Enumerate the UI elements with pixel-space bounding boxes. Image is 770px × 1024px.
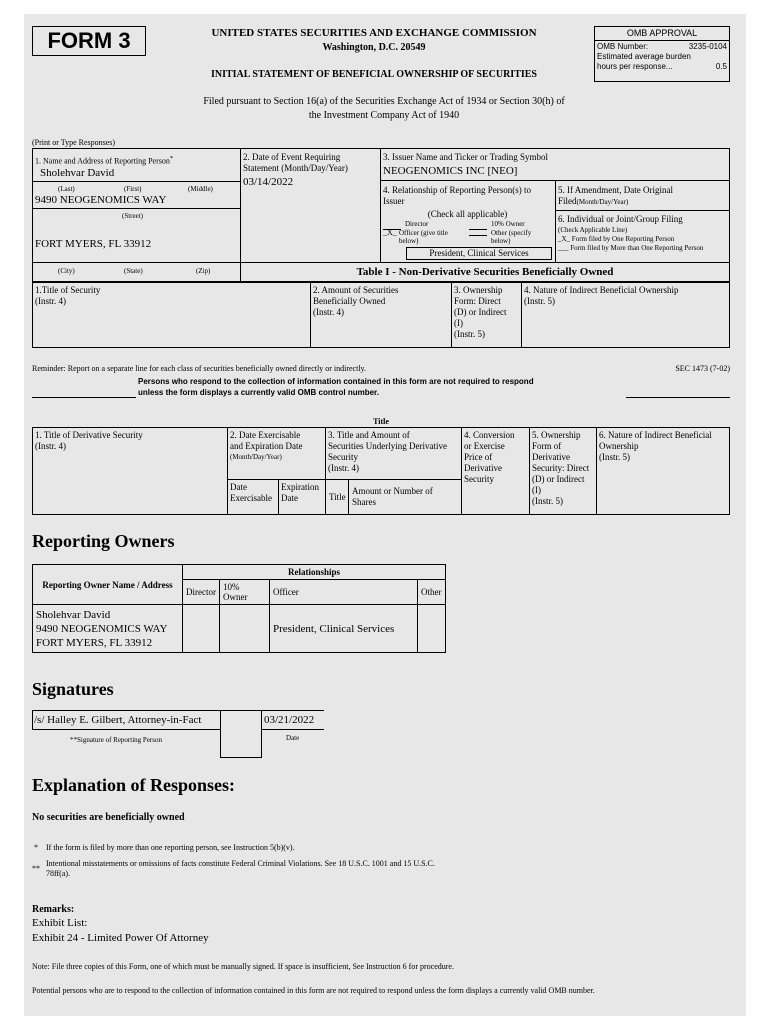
table2-col1: 1. Title of Derivative Security (Instr. 4) — [35, 430, 143, 451]
amount-header: Amount or Number of Shares — [352, 486, 433, 507]
underline — [32, 181, 240, 182]
table-row — [33, 605, 446, 653]
filed-pursuant-line-1: Filed pursuant to Section 16(a) of the Securities Exchange Act of 1934 or Section 30(h) of — [203, 96, 565, 107]
underline — [32, 262, 240, 263]
table1-col3: 3. Ownership Form: Direct (D) or Indirect (I) (Instr. 5) — [454, 285, 507, 339]
divider — [310, 282, 311, 348]
reporting-owners-table — [32, 564, 446, 653]
note-file-copies: Note: File three copies of this Form, one of which must be manually signed. If space is insufficient, See Instruction 6 for procedure. — [32, 962, 454, 971]
footnote-mark-2: ** — [32, 864, 40, 873]
street-caption: (Street) — [122, 212, 143, 220]
box4-label: 4. Relationship of Reporting Person(s) to — [383, 185, 531, 195]
divider — [555, 180, 556, 262]
form-page — [24, 14, 746, 1016]
owner-name-header: Reporting Owner Name / Address — [33, 565, 183, 605]
expiration-date-header: Expiration Date — [281, 482, 319, 503]
signature-caption: **Signature of Reporting Person — [70, 736, 162, 744]
other-checkbox[interactable] — [469, 230, 487, 236]
ten-pct-label: 10% Owner — [491, 220, 525, 228]
filing-option-one[interactable]: _X_ Form filed by One Reporting Person — [558, 235, 675, 243]
issuer-name: NEOGENOMICS INC [NEO] — [383, 165, 518, 177]
asterisk: * — [169, 155, 174, 162]
omb-number-value: 3235-0104 — [688, 42, 727, 51]
title-header: Title — [329, 492, 346, 502]
agency-name: UNITED STATES SECURITIES AND EXCHANGE COMMISSION — [211, 27, 537, 39]
divider — [596, 427, 597, 515]
sec-code: SEC 1473 (7-02) — [675, 364, 730, 373]
divider — [240, 262, 730, 263]
reporting-owners-heading: Reporting Owners — [32, 531, 175, 551]
omb-hours-value: 0.5 — [715, 62, 727, 71]
table1-col2: 2. Amount of Securities Beneficially Owned (Instr. 4) — [313, 285, 399, 317]
divider — [380, 148, 381, 262]
footnote-1: If the form is filed by more than one reporting person, see Instruction 5(b)(v). — [46, 843, 295, 852]
zip-caption: (Zip) — [196, 267, 211, 275]
ten-pct-checkbox[interactable] — [469, 222, 487, 230]
officer-label: Officer (give title below) — [399, 229, 448, 245]
signature-date: 03/21/2022 — [264, 714, 315, 726]
table1-col4: 4. Nature of Indirect Beneficial Ownership (Instr. 5) — [524, 285, 679, 306]
signature-value: /s/ Halley E. Gilbert, Attorney-in-Fact — [34, 714, 202, 726]
omb-hours-label: hours per response... — [597, 62, 673, 71]
filed-pursuant-line-2: the Investment Company Act of 1940 — [308, 110, 460, 121]
omb-number-label: OMB Number: — [597, 42, 649, 51]
footnote-mark-1: * — [34, 843, 38, 852]
owner-city: FORT MYERS, FL 33912 — [36, 636, 153, 649]
director-label: Director — [405, 220, 429, 228]
remarks-line-1: Exhibit List: — [32, 917, 88, 929]
owner-cell — [33, 605, 183, 653]
divider — [278, 479, 279, 515]
state-caption: (State) — [124, 267, 143, 275]
city-caption: (City) — [58, 267, 75, 275]
other-cell — [418, 605, 446, 653]
reminder-text: Reminder: Report on a separate line for each class of securities beneficially owned directly or indirectly. — [32, 364, 367, 373]
table2-col5: 5. Ownership Form of Derivative Security: Direct (D) or Indirect (I) (Instr. 5) — [532, 430, 590, 506]
table2-col6: 6. Nature of Indirect Beneficial Ownership (Instr. 5) — [599, 430, 712, 462]
divider — [521, 282, 522, 348]
ten-pct-header: 10% Owner — [219, 580, 269, 605]
omb-number-row — [595, 41, 729, 52]
explanation-heading: Explanation of Responses: — [32, 775, 236, 795]
persons-right-box — [626, 376, 730, 398]
first-caption: (First) — [124, 185, 142, 193]
table2-title: Title — [373, 417, 389, 426]
officer-header: Officer — [269, 580, 417, 605]
divider — [348, 479, 349, 515]
event-date: 03/14/2022 — [243, 176, 294, 188]
omb-approval-box — [594, 26, 730, 82]
form-label: FORM 3 — [32, 26, 146, 56]
box3-label: 3. Issuer Name and Ticker or Trading Symbol — [383, 152, 548, 162]
date-exercisable-header: Date Exercisable — [230, 482, 272, 503]
box5-label-2: Filed(Month/Day/Year) — [558, 196, 629, 206]
box2-label-2: Statement (Month/Day/Year) — [243, 163, 348, 173]
no-securities-text: No securities are beneficially owned — [32, 812, 185, 823]
persons-notice: Persons who respond to the collection of information contained in this form are not required to respond unless the form displays a currently valid OMB control number. — [138, 377, 534, 397]
relationships-header: Relationships — [183, 565, 446, 580]
last-caption: (Last) — [58, 185, 75, 193]
director-header: Director — [183, 580, 220, 605]
officer-cell: President, Clinical Services — [269, 605, 417, 653]
footnote-2: Intentional misstatements or omissions of facts constitute Federal Criminal Violations. See 18 U.S.C. 1001 and 15 U.S.C. 78ff(a). — [46, 859, 435, 878]
date-caption: Date — [286, 734, 300, 742]
director-cell — [183, 605, 220, 653]
officer-title-box: President, Clinical Services — [406, 247, 552, 260]
signatures-heading: Signatures — [32, 679, 114, 699]
remarks-line-2: Exhibit 24 - Limited Power Of Attorney — [32, 932, 209, 944]
table2-col3: 3. Title and Amount of Securities Underlying Derivative Security (Instr. 4) — [328, 430, 447, 473]
street-value: 9490 NEOGENOMICS WAY — [35, 194, 167, 206]
statement-title: INITIAL STATEMENT OF BENEFICIAL OWNERSHIP OF SECURITIES — [210, 69, 537, 80]
box2-label: 2. Date of Event Requiring — [243, 152, 341, 162]
signature-gap-box — [220, 710, 262, 758]
divider — [555, 210, 730, 211]
divider — [325, 427, 326, 515]
box6-label-2: (Check Applicable Line) — [558, 226, 628, 234]
table1-col1: 1.Title of Security (Instr. 4) — [35, 285, 101, 306]
print-note: (Print or Type Responses) — [32, 138, 116, 147]
city-value: FORT MYERS, FL 33912 — [35, 238, 152, 250]
officer-checkbox[interactable]: _X_ — [383, 228, 397, 237]
ten-pct-cell — [219, 605, 269, 653]
divider — [227, 427, 228, 515]
divider — [461, 427, 462, 515]
table2-col4: 4. Conversion or Exercise Price of Derivative Security — [464, 430, 515, 484]
table2-col2: 2. Date Exercisable and Expiration Date (Month/Day/Year) — [230, 430, 303, 461]
box6-label: 6. Individual or Joint/Group Filing — [558, 214, 683, 224]
owner-street: 9490 NEOGENOMICS WAY — [36, 622, 168, 635]
middle-caption: (Middle) — [188, 185, 213, 193]
box5-label-3: (Month/Day/Year) — [576, 198, 629, 206]
persons-left-box — [32, 376, 136, 398]
agency-location: Washington, D.C. 20549 — [322, 42, 426, 53]
omb-hours-row — [595, 62, 729, 72]
reporting-person-name: Sholehvar David — [40, 167, 115, 179]
remarks-label: Remarks: — [32, 904, 75, 915]
divider — [451, 282, 452, 348]
filing-option-multiple[interactable]: ___ Form filed by More than One Reporting Person — [558, 244, 704, 252]
box4-label-2: Issuer — [383, 196, 405, 206]
box5-label: 5. If Amendment, Date Original — [558, 185, 673, 195]
omb-title: OMB APPROVAL — [595, 27, 729, 41]
omb-burden-label: Estimated average burden — [597, 52, 691, 61]
table1-title: Table I - Non-Derivative Securities Beneficially Owned — [356, 266, 614, 278]
other-header: Other — [418, 580, 446, 605]
divider — [227, 479, 461, 480]
divider — [529, 427, 530, 515]
check-all-applicable: (Check all applicable) — [427, 209, 508, 219]
box1-label: 1. Name and Address of Reporting Person* — [35, 155, 174, 166]
potential-persons-note: Potential persons who are to respond to the collection of information contained in this form are not required to respond unless the form displays a currently valid OMB number. — [32, 986, 595, 995]
other-label: Other (specify below) — [491, 229, 532, 245]
underline — [32, 208, 240, 209]
owner-name: Sholehvar David — [36, 608, 111, 621]
